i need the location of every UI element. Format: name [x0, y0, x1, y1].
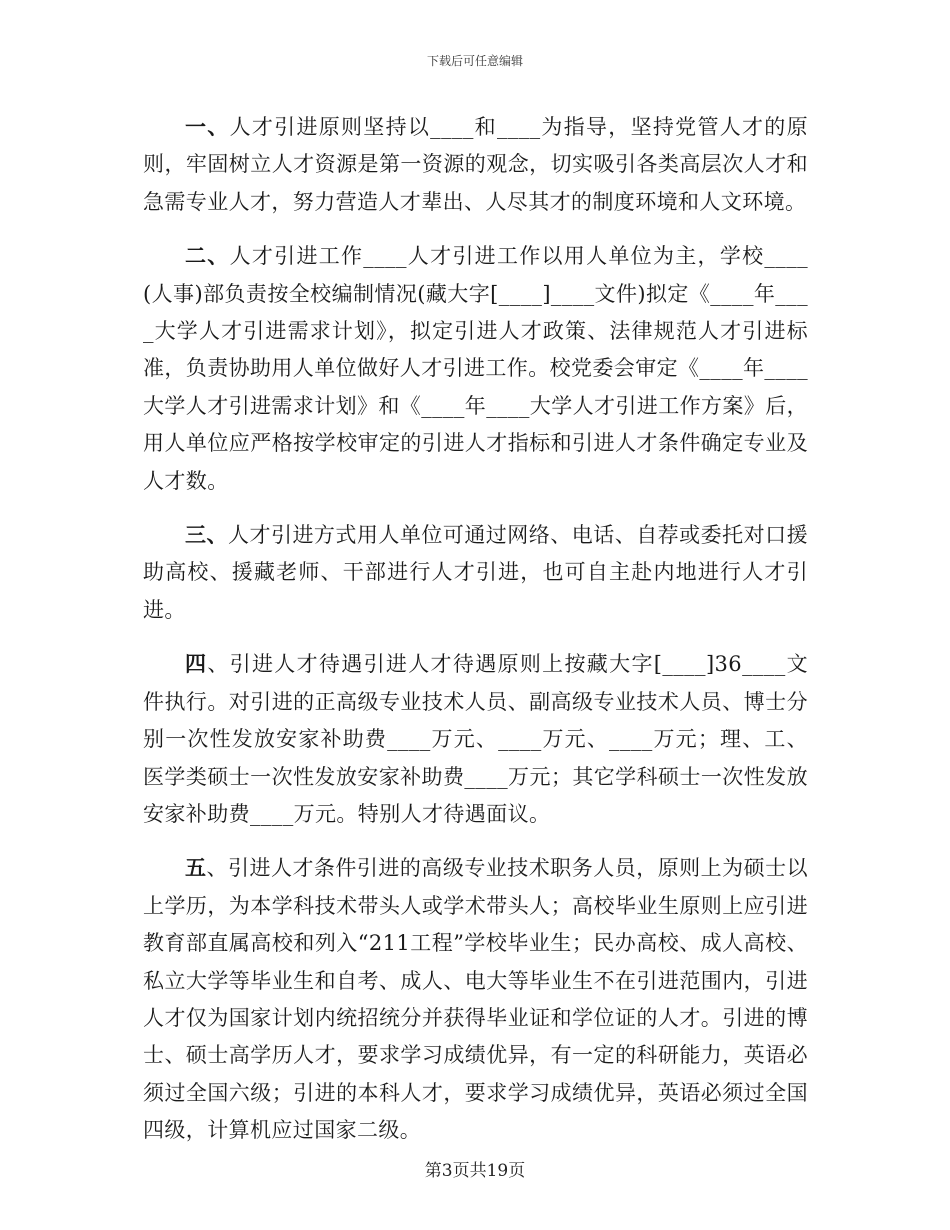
paragraph-1-number: 一、: [185, 114, 230, 139]
document-body: [143, 108, 808, 1166]
paragraph-3-number: 三、: [185, 522, 228, 548]
paragraph-2: [143, 237, 808, 500]
paragraph-2-number: 二、: [185, 243, 230, 269]
paragraph-4: [143, 645, 808, 833]
paragraph-2-text: 人才引进工作____人才引进工作以用人单位为主，学校____(人事)部负责按全校编制情况(藏大字[____]____文件)拟定《____年____大学人才引进需求计划》，拟定引进人才政策、法律规范人才引进标准，负责协助用人单位做好人才引进工作。校党委会审定《____年____大学人才引进需求计划》和《____年____大学人才引进工作方案》后，用人单位应严格按学校审定的引进人才指标和引进人才条件确定专业及人才数。: [143, 244, 808, 493]
page-number: 第3页共19页: [424, 1161, 526, 1181]
paragraph-4-number: 四: [185, 651, 208, 677]
paragraph-5: [143, 849, 808, 1149]
paragraph-4-text: 、引进人才待遇引进人才待遇原则上按藏大字[____]36____文件执行。对引进的正高级专业技术人员、副高级专业技术人员、博士分别一次性发放安家补助费____万元、____万元、____万元；理、工、医学类硕士一次性发放安家补助费____万元；其它学科硕士一次性发放安家补助费____万元。特别人才待遇面议。: [143, 652, 808, 826]
paragraph-5-text: 、引进人才条件引进的高级专业技术职务人员，原则上为硕士以上学历，为本学科技术带头人或学术带头人；高校毕业生原则上应引进教育部直属高校和列入“211工程”学校毕业生；民办高校、成人高校、私立大学等毕业生和自考、成人、电大等毕业生不在引进范围内，引进人才仅为国家计划内统招统分并获得毕业证和学位证的人才。引进的博士、硕士高学历人才，要求学习成绩优异，有一定的科研能力，英语必须过全国六级；引进的本科人才，要求学习成绩优异，英语必须过全国四级，计算机应过国家二级。: [143, 856, 809, 1143]
paragraph-3: [143, 516, 808, 629]
paragraph-3-text: 人才引进方式用人单位可通过网络、电话、自荐或委托对口援助高校、援藏老师、干部进行人才引进，也可自主赴内地进行人才引进。: [143, 523, 808, 622]
page-header: 下载后可任意编辑: [426, 54, 523, 68]
paragraph-1: [143, 108, 808, 221]
paragraph-5-number: 五: [185, 855, 207, 881]
paragraph-1-text: 人才引进原则坚持以____和____为指导，坚持党管人才的原则，牢固树立人才资源是第一资源的观念，切实吸引各类高层次人才和急需专业人才，努力营造人才辈出、人尽其才的制度环境和人文环境。: [143, 115, 808, 214]
